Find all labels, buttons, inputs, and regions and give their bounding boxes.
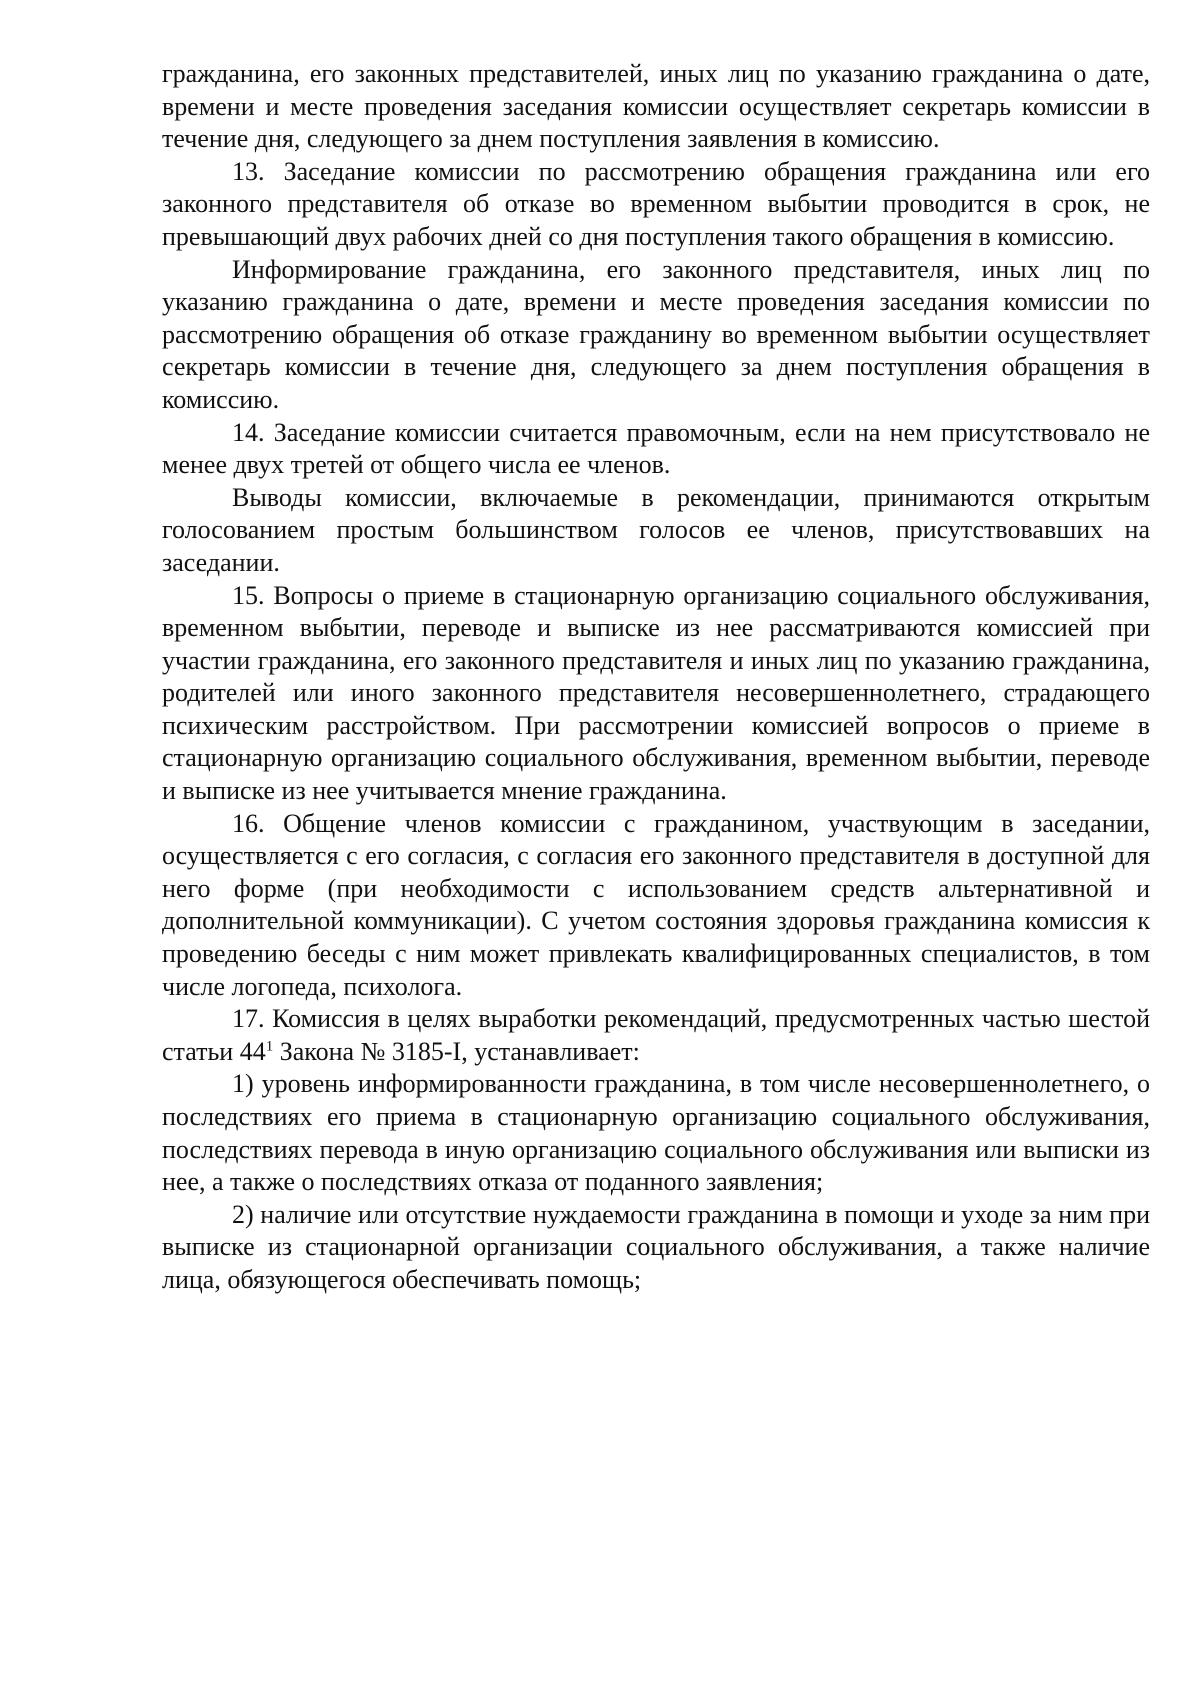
paragraph-13-informing: Информирование гражданина, его законного представителя, иных лиц по указанию гражданина о дате, времени и месте проведения заседания комиссии по рассмотрению обращения об отказе гражданину во временном выбытии осуществляет секретарь комиссии в течение дня, следующего за днем поступления обращения в комиссию.	[162, 254, 1150, 414]
paragraph-17-text-after: Закона № 3185-I, устанавливает:	[273, 1036, 640, 1066]
paragraph-16: 16. Общение членов комиссии с гражданином, участвующим в заседании, осуществляется с его согласия, с согласия его законного представителя в доступной для него форме (при необходимости с использованием средств альтернативной и дополнительной коммуникации). С учетом состояния здоровья гражданина комиссия к проведению беседы с ним может привлекать квалифицированных специалистов, в том числе логопеда, психолога.	[162, 808, 1150, 1001]
paragraph-14: 14. Заседание комиссии считается правомочным, если на нем присутствовало не менее двух третей от общего числа ее членов.	[162, 417, 1150, 480]
article-superscript: 1	[265, 1038, 274, 1055]
paragraph-17-item-1: 1) уровень информированности гражданина, в том числе несовершеннолетнего, о последствиях его приема в стационарную организацию социального обслуживания, последствиях перевода в иную организацию социального обслуживания или выписки из нее, а также о последствиях отказа от поданного заявления;	[162, 1069, 1150, 1197]
paragraph-17-text-before: 17. Комиссия в целях выработки рекомендаций, предусмотренных частью шестой статьи 44	[162, 1004, 1150, 1066]
paragraph-17	[162, 1003, 1150, 1068]
paragraph-17-item-2: 2) наличие или отсутствие нуждаемости гражданина в помощи и уходе за ним при выписке из стационарной организации социального обслуживания, а также наличие лица, обязующегося обеспечивать помощь;	[162, 1199, 1150, 1294]
paragraph-14-conclusions: Выводы комиссии, включаемые в рекомендации, принимаются открытым голосованием простым большинством голосов ее членов, присутствовавших на заседании.	[162, 482, 1150, 577]
paragraph-continuation: гражданина, его законных представителей, иных лиц по указанию гражданина о дате, времени и месте проведения заседания комиссии осуществляет секретарь комиссии в течение дня, следующего за днем поступления заявления в комиссию.	[162, 59, 1150, 154]
paragraph-15: 15. Вопросы о приеме в стационарную организацию социального обслуживания, временном выбытии, переводе и выписке из нее рассматриваются комиссией при участии гражданина, его законного представителя и иных лиц по указанию гражданина, родителей или иного законного представителя несовершеннолетнего, страдающего психическим расстройством. При рассмотрении комиссией вопросов о приеме в стационарную организацию социального обслуживания, временном выбытии, переводе и выписке из нее учитывается мнение гражданина.	[162, 580, 1150, 806]
document-body	[162, 58, 1150, 1297]
paragraph-13: 13. Заседание комиссии по рассмотрению обращения гражданина или его законного представителя об отказе во временном выбытии проводится в срок, не превышающий двух рабочих дней со дня поступления такого обращения в комиссию.	[162, 156, 1150, 251]
